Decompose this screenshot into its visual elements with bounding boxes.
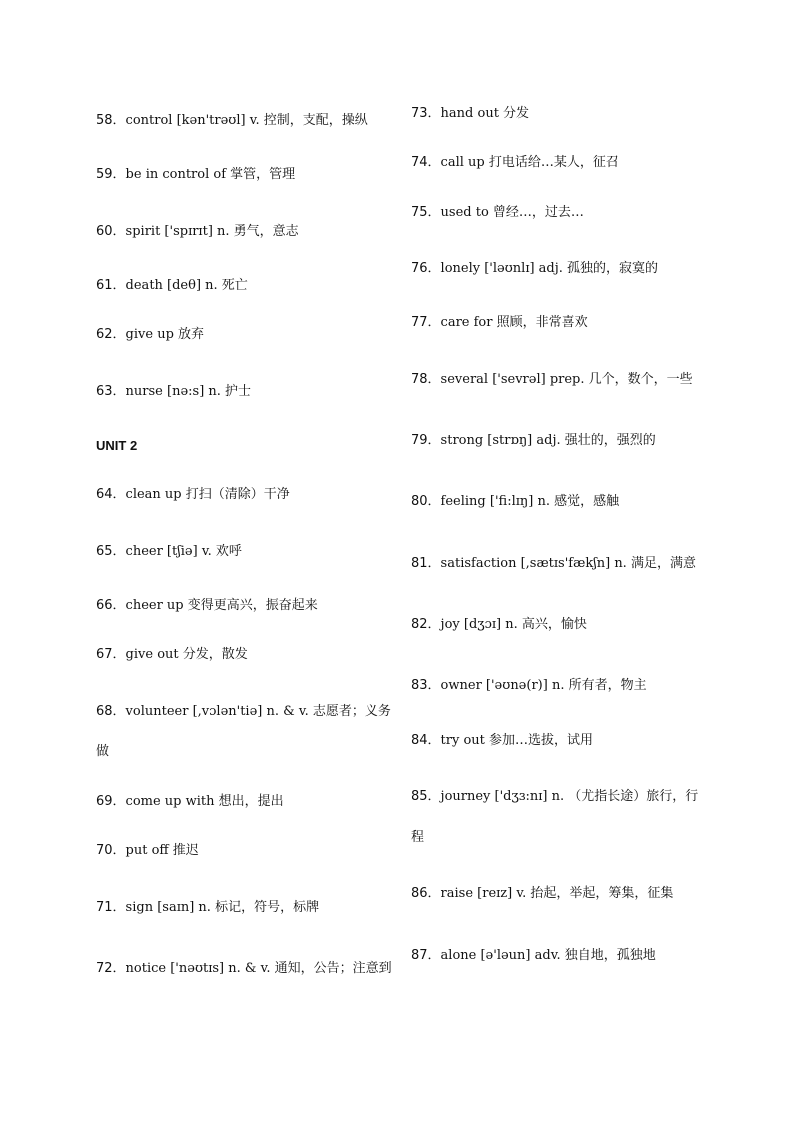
vocab-entry-69 — [96, 793, 284, 811]
vocab-entry-83 — [411, 677, 647, 695]
entry-text: feeling ['fi:lɪŋ] n. 感觉，感触 — [440, 494, 620, 509]
vocab-entry-71 — [96, 899, 319, 917]
entry-text: strong [strɒŋ] adj. 强壮的，强烈的 — [440, 433, 656, 448]
vocab-entry-85 — [411, 788, 698, 806]
vocab-entry-65 — [96, 543, 242, 561]
vocab-entry-84 — [411, 732, 593, 750]
entry-number: 71． — [96, 900, 126, 915]
entry-text: put off 推迟 — [125, 843, 199, 858]
entry-number: 59． — [96, 167, 126, 182]
entry-text: owner ['əʊnə(r)] n. 所有者，物主 — [440, 678, 647, 693]
entry-number: 83． — [411, 678, 441, 693]
entry-text: try out 参加…选拔，试用 — [440, 733, 594, 748]
vocab-entry-64 — [96, 486, 290, 504]
vocab-entry-86 — [411, 885, 673, 903]
entry-number: 86． — [411, 886, 441, 901]
vocab-entry-81 — [411, 555, 696, 573]
entry-text: satisfaction [,sætɪs'fækʃn] n. 满足，满意 — [440, 556, 696, 571]
vocab-entry-82 — [411, 616, 587, 634]
unit-heading: UNIT 2 — [96, 438, 138, 453]
entry-text: used to 曾经…，过去… — [440, 205, 584, 220]
entry-number: 85． — [411, 789, 441, 804]
entry-text: control [kən'trəʊl] v. 控制，支配，操纵 — [125, 113, 368, 128]
vocab-entry-76 — [411, 260, 658, 278]
entry-number: 73． — [411, 106, 441, 121]
entry-number: 68． — [96, 704, 126, 719]
entry-number: 65． — [96, 544, 126, 559]
entry-text: care for 照顾，非常喜欢 — [440, 315, 588, 330]
vocab-entry-62 — [96, 326, 204, 344]
vocab-entry-58 — [96, 112, 368, 130]
entry-number: 78． — [411, 372, 441, 387]
entry-number: 79． — [411, 433, 441, 448]
vocab-entry-73 — [411, 105, 529, 123]
entry-number: 66． — [96, 598, 126, 613]
vocab-entry-61 — [96, 277, 248, 295]
vocab-entry-72 — [96, 960, 392, 978]
entry-number: 67． — [96, 647, 126, 662]
entry-text: notice ['nəʊtɪs] n. & v. 通知，公告；注意到 — [125, 961, 392, 976]
entry-text: journey ['dʒɜ:nɪ] n. （尤指长途）旅行，行 — [440, 789, 699, 804]
entry-text: cheer up 变得更高兴，振奋起来 — [125, 598, 318, 613]
entry-text: several ['sevrəl] prep. 几个，数个，一些 — [440, 372, 693, 387]
entry-text: lonely ['ləʊnlɪ] adj. 孤独的，寂寞的 — [440, 261, 659, 276]
entry-text: clean up 打扫（清除）干净 — [125, 487, 290, 502]
entry-number: 80． — [411, 494, 441, 509]
vocab-entry-59 — [96, 166, 295, 184]
entry-number: 72． — [96, 961, 126, 976]
vocab-entry-63 — [96, 383, 251, 401]
entry-text: call up 打电话给…某人，征召 — [440, 155, 619, 170]
entry-text: alone [ə'ləun] adv. 独自地，孤独地 — [440, 948, 656, 963]
vocab-entry-66 — [96, 597, 318, 615]
entry-text: sign [saɪn] n. 标记，符号，标牌 — [125, 900, 320, 915]
entry-text: cheer [tʃiə] v. 欢呼 — [125, 544, 242, 559]
vocab-entry-60 — [96, 223, 299, 241]
entry-number: 87． — [411, 948, 441, 963]
vocab-entry-70 — [96, 842, 199, 860]
entry-text: spirit ['spɪrɪt] n. 勇气，意志 — [125, 224, 299, 239]
vocab-entry-79 — [411, 432, 656, 450]
entry-number: 69． — [96, 794, 126, 809]
entry-text: volunteer [,vɔlən'tiə] n. & v. 志愿者；义务 — [125, 704, 391, 719]
entry-number: 70． — [96, 843, 126, 858]
entry-number: 82． — [411, 617, 441, 632]
vocab-entry-67 — [96, 646, 248, 664]
entry-text: give up 放弃 — [125, 327, 205, 342]
entry-number: 58． — [96, 113, 126, 128]
vocab-entry-77 — [411, 314, 588, 332]
entry-number: 74． — [411, 155, 441, 170]
entry-number: 63． — [96, 384, 126, 399]
entry-number: 77． — [411, 315, 441, 330]
vocab-entry-87 — [411, 947, 656, 965]
entry-number: 61． — [96, 278, 126, 293]
vocab-entry-85-continuation: 程 — [411, 830, 425, 845]
vocab-entry-78 — [411, 371, 693, 389]
vocab-entry-75 — [411, 204, 584, 222]
entry-text: death [deθ] n. 死亡 — [125, 278, 248, 293]
vocab-entry-74 — [411, 154, 619, 172]
entry-number: 84． — [411, 733, 441, 748]
entry-number: 60． — [96, 224, 126, 239]
entry-number: 81． — [411, 556, 441, 571]
entry-number: 64． — [96, 487, 126, 502]
entry-text: be in control of 掌管，管理 — [125, 167, 296, 182]
entry-text: hand out 分发 — [440, 106, 530, 121]
vocab-entry-68 — [96, 703, 391, 721]
entry-text: nurse [nə:s] n. 护士 — [125, 384, 252, 399]
entry-text: raise [reɪz] v. 抬起，举起，筹集，征集 — [440, 886, 674, 901]
vocab-entry-80 — [411, 493, 619, 511]
entry-number: 62． — [96, 327, 126, 342]
entry-text: give out 分发，散发 — [125, 647, 248, 662]
entry-text: come up with 想出，提出 — [125, 794, 284, 809]
entry-number: 76． — [411, 261, 441, 276]
entry-text: joy [dʒɔɪ] n. 高兴，愉快 — [440, 617, 587, 632]
entry-number: 75． — [411, 205, 441, 220]
vocab-entry-68-continuation: 做 — [96, 744, 110, 759]
